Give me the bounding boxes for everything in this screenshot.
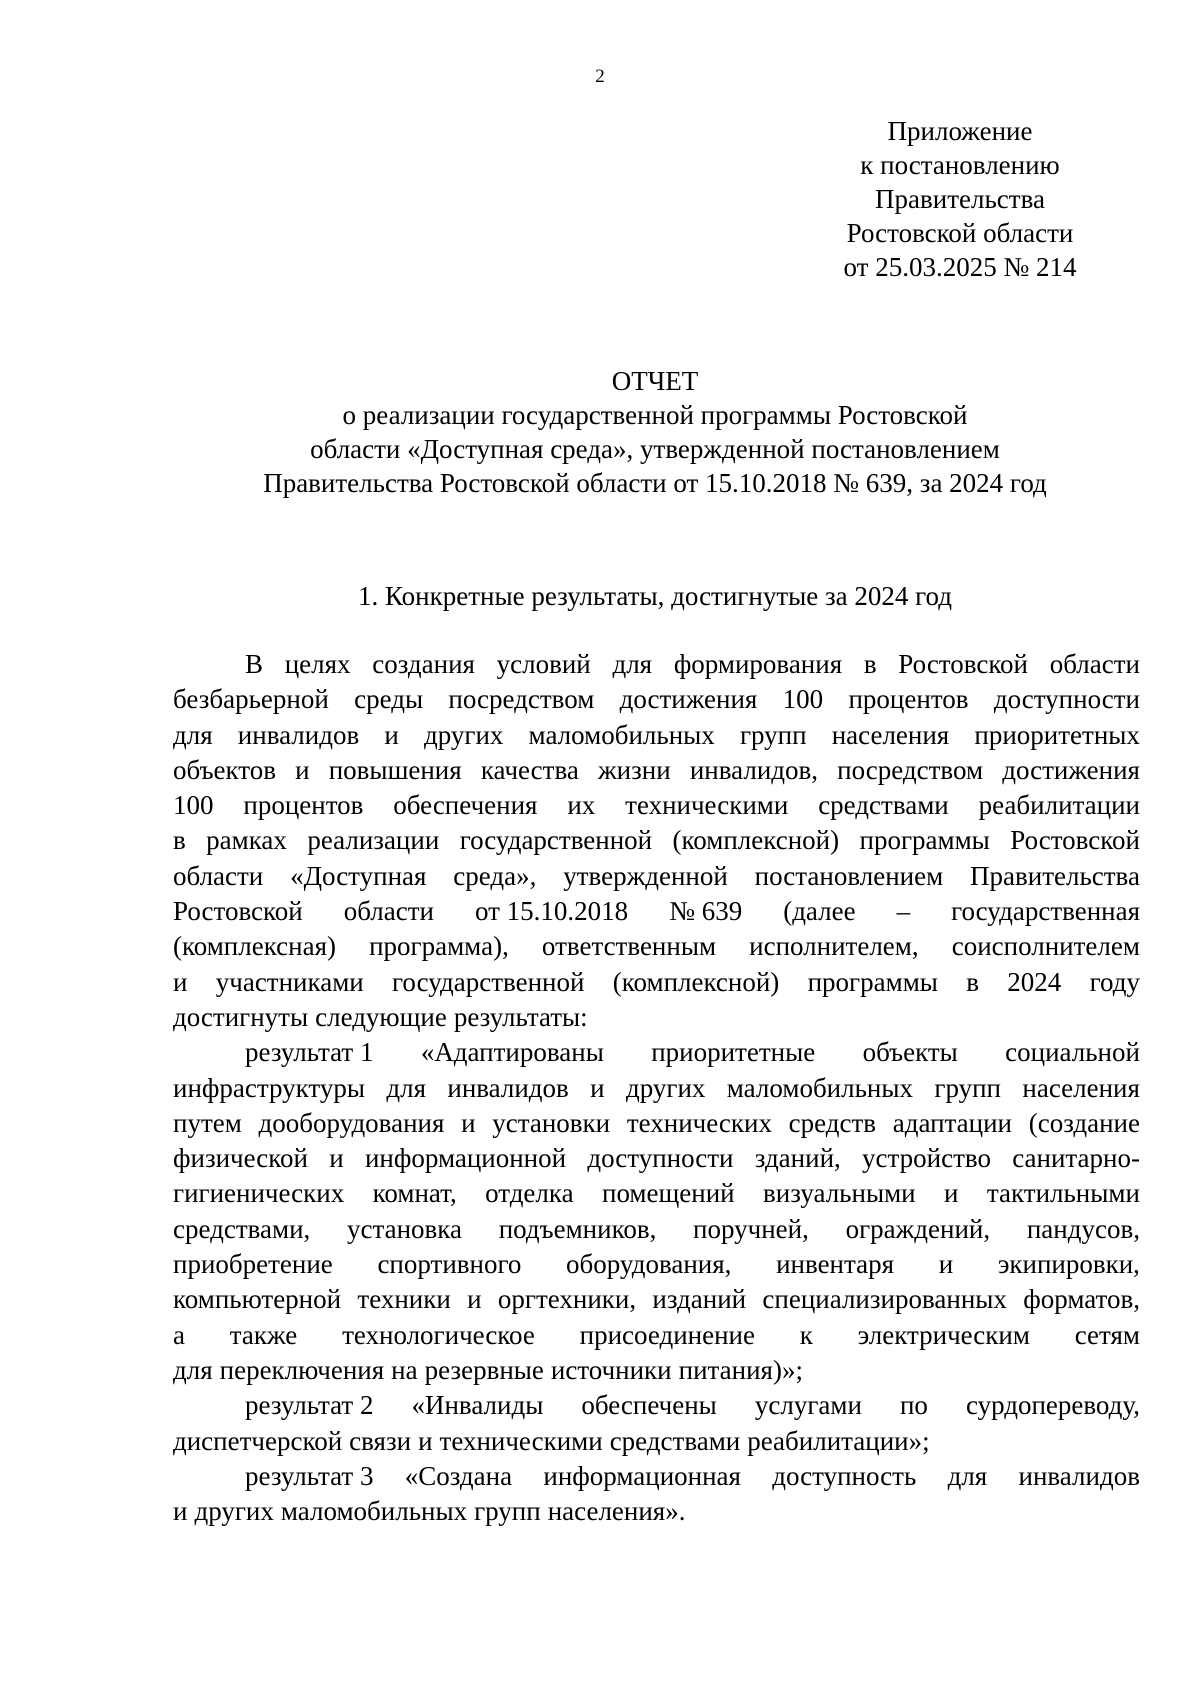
word: и	[461, 1107, 476, 1138]
word: достижения	[1002, 754, 1140, 785]
word: результат 1	[245, 1037, 374, 1068]
word: и	[467, 1284, 482, 1315]
word: реализации	[307, 825, 440, 856]
word: и	[938, 1249, 954, 1280]
word: групп	[739, 719, 807, 750]
word: результаты:	[453, 1001, 588, 1032]
word: технических	[626, 1107, 772, 1138]
word: экипировки,	[997, 1249, 1140, 1280]
word: других	[626, 1072, 706, 1103]
text-line	[173, 1424, 1140, 1459]
text-line	[173, 929, 1140, 964]
text-line	[173, 1071, 1140, 1106]
word: изданий	[652, 1284, 747, 1315]
word: доступности	[587, 1143, 734, 1174]
appendix-line: Приложение	[887, 116, 1033, 146]
word: соисполнителем	[951, 931, 1140, 962]
word: установки	[492, 1107, 611, 1138]
word: пандусов,	[1026, 1213, 1140, 1244]
text-line	[173, 753, 1140, 788]
word: достижения	[619, 684, 758, 715]
word: информационная	[543, 1460, 741, 1491]
word: групп	[934, 1072, 1002, 1103]
word: 100	[782, 684, 824, 715]
word: на	[391, 1354, 418, 1385]
word: области	[343, 896, 434, 927]
word: маломобильных	[528, 719, 715, 750]
word: для	[612, 649, 653, 679]
report-subtitle-line: области «Доступная среда», утвержденной постановлением	[310, 434, 1000, 464]
text-line	[173, 1282, 1140, 1317]
text-line	[173, 1318, 1140, 1353]
report-subtitle-line: о реализации государственной программы Ростовской	[342, 400, 968, 430]
word: Ростовской	[898, 649, 1029, 679]
word: объекты	[862, 1037, 958, 1068]
word: техническими	[439, 1425, 603, 1456]
word: а	[173, 1319, 185, 1350]
word: «Доступная	[290, 860, 427, 891]
word: сетям	[1074, 1319, 1140, 1350]
word: средствами	[818, 790, 949, 821]
word: приоритетных	[974, 719, 1140, 750]
word: питания)»;	[678, 1354, 803, 1385]
word: реабилитации	[978, 790, 1140, 821]
word: инфраструктуры	[173, 1072, 365, 1103]
word: обеспечены	[581, 1390, 717, 1421]
word: объектов	[173, 754, 276, 785]
word: инвалидов	[447, 1072, 569, 1103]
word: году	[1089, 966, 1140, 997]
word: достигнуты	[173, 1001, 309, 1032]
word: социальной	[1005, 1037, 1140, 1068]
word: создания	[372, 649, 475, 679]
appendix-line: Ростовской области	[846, 218, 1074, 248]
word: 100	[173, 790, 214, 821]
text-line	[173, 894, 1140, 929]
word: и	[173, 966, 188, 997]
text-line	[173, 1000, 1140, 1035]
word: для	[386, 1072, 426, 1103]
word: групп	[474, 1496, 541, 1527]
word: помещений	[602, 1178, 735, 1209]
word: в	[863, 649, 877, 679]
text-line	[173, 1247, 1140, 1282]
word: инвентаря	[776, 1249, 895, 1280]
word: 2024	[1007, 966, 1062, 997]
word: «Создана	[404, 1460, 513, 1491]
word: для	[173, 719, 213, 750]
word: приоритетные	[651, 1037, 816, 1068]
word: доступность	[772, 1460, 917, 1491]
word: и	[329, 1143, 344, 1174]
text-line	[173, 823, 1140, 858]
word: также	[229, 1319, 298, 1350]
word: жизни	[598, 754, 671, 785]
word: ограждений,	[845, 1213, 991, 1244]
word: оргтехники,	[497, 1284, 637, 1315]
word: результат 2	[245, 1390, 374, 1421]
word: ответственным	[541, 931, 717, 962]
word: средств	[788, 1107, 877, 1138]
word: физической	[173, 1143, 308, 1174]
word: реабилитации»;	[747, 1425, 930, 1456]
word: населения	[1022, 1072, 1140, 1103]
word: программы	[807, 966, 938, 997]
word: «Адаптированы	[420, 1037, 604, 1068]
word: диспетчерской	[173, 1425, 343, 1456]
word: спортивного	[377, 1249, 522, 1280]
word: связи	[349, 1425, 412, 1456]
word: санитарно-	[1012, 1143, 1140, 1174]
word: –	[896, 896, 911, 927]
appendix-line: от 25.03.2025 № 214	[843, 252, 1077, 282]
word: к	[799, 1319, 813, 1350]
word: приобретение	[173, 1249, 333, 1280]
word: обеспечения	[393, 790, 538, 821]
text-line	[173, 859, 1140, 894]
word: исполнителем,	[749, 931, 919, 962]
word: источники	[550, 1354, 672, 1385]
word: качества	[480, 754, 579, 785]
word: адаптации	[892, 1107, 1013, 1138]
word: условий	[496, 649, 591, 679]
word: техники	[357, 1284, 451, 1315]
word: от 15.10.2018	[474, 896, 629, 927]
word: целях	[284, 649, 351, 679]
word: электрическим	[857, 1319, 1030, 1350]
text-line	[173, 1106, 1140, 1141]
report-heading: ОТЧЕТ	[611, 366, 699, 396]
word: государственная	[951, 896, 1140, 927]
word: рамках	[206, 825, 287, 856]
word: маломобильных	[280, 1496, 468, 1527]
word: услугами	[754, 1390, 862, 1421]
word: техническими	[625, 790, 789, 821]
word: и	[295, 754, 310, 785]
word: и	[944, 1178, 959, 1209]
word: гигиенических	[173, 1178, 345, 1209]
body-text	[173, 647, 1140, 1529]
word: процентов	[848, 684, 969, 715]
word: комнат,	[372, 1178, 457, 1209]
word: сурдопереводу,	[965, 1390, 1140, 1421]
word: населения	[831, 719, 950, 750]
word: «Инвалиды	[411, 1390, 544, 1421]
word: следующие	[315, 1001, 447, 1032]
word: компьютерной	[173, 1284, 342, 1315]
word: посредством	[837, 754, 984, 785]
word: и	[384, 719, 399, 750]
word: переключения	[219, 1354, 385, 1385]
word: визуальными	[763, 1178, 916, 1209]
word: посредством	[448, 684, 595, 715]
word: средствами,	[173, 1213, 311, 1244]
word: и	[418, 1425, 433, 1456]
word: отделка	[485, 1178, 574, 1209]
word: и	[173, 1496, 188, 1527]
word: (комплексной)	[612, 966, 780, 997]
text-line	[173, 647, 1140, 682]
word: участниками	[215, 966, 364, 997]
word: по	[899, 1390, 928, 1421]
word: В	[245, 649, 264, 679]
text-line	[173, 1494, 1140, 1529]
word: государственной	[392, 966, 585, 997]
word: маломобильных	[726, 1072, 914, 1103]
text-line	[173, 1141, 1140, 1176]
word: в	[966, 966, 979, 997]
word: среда»,	[453, 860, 537, 891]
word: технологическое	[342, 1319, 535, 1350]
word: и	[590, 1072, 605, 1103]
word: поручней,	[693, 1213, 809, 1244]
word: государственной	[459, 825, 653, 856]
word: присоединение	[579, 1319, 755, 1350]
word: среды	[354, 684, 424, 715]
report-title	[170, 364, 1140, 500]
word: информационной	[364, 1143, 567, 1174]
word: устройство	[862, 1143, 991, 1174]
word: области	[1049, 649, 1140, 679]
word: установка	[347, 1213, 463, 1244]
word: подъемников,	[498, 1213, 657, 1244]
word: программа),	[369, 931, 509, 962]
text-line	[173, 1459, 1140, 1494]
word: форматов,	[1023, 1284, 1140, 1315]
word: населения».	[547, 1496, 686, 1527]
word: путем	[173, 1107, 242, 1138]
word: в	[173, 825, 186, 856]
appendix-line: Правительства	[875, 184, 1045, 214]
word: (далее	[783, 896, 856, 927]
appendix-block	[820, 114, 1100, 284]
word: безбарьерной	[173, 684, 329, 715]
word: Ростовской	[1010, 825, 1140, 856]
word: повышения	[328, 754, 462, 785]
word: специализированных	[762, 1284, 1007, 1315]
word: инвалидов	[1018, 1460, 1140, 1491]
word: средствами	[609, 1425, 741, 1456]
word: процентов	[243, 790, 364, 821]
text-line	[173, 965, 1140, 1000]
word: Ростовской	[173, 896, 303, 927]
text-line	[173, 1353, 1140, 1388]
word: инвалидов,	[689, 754, 818, 785]
word: других	[194, 1496, 274, 1527]
report-subtitle-line: Правительства Ростовской области от 15.10.2018 № 639, за 2024 год	[263, 468, 1047, 498]
word: постановлением	[754, 860, 944, 891]
word: инвалидов	[237, 719, 360, 750]
word: области	[173, 860, 264, 891]
word: резервные	[424, 1354, 544, 1385]
text-line	[173, 1388, 1140, 1423]
word: формирования	[673, 649, 843, 679]
word: № 639	[669, 896, 743, 927]
word: результат 3	[245, 1460, 374, 1491]
text-line	[173, 1035, 1140, 1070]
word: утвержденной	[563, 860, 728, 891]
text-line	[173, 1212, 1140, 1247]
text-line	[173, 788, 1140, 823]
word: (комплексная)	[173, 931, 336, 962]
text-line	[173, 682, 1140, 717]
word: других	[423, 719, 504, 750]
page-number: 2	[595, 66, 605, 87]
word: зданий,	[754, 1143, 841, 1174]
text-line	[173, 718, 1140, 753]
word: доступности	[993, 684, 1140, 715]
word: их	[567, 790, 596, 821]
word: оборудования,	[566, 1249, 732, 1280]
word: для	[947, 1460, 988, 1491]
word: Правительства	[970, 860, 1140, 891]
section-heading: 1. Конкретные результаты, достигнутые за 2024 год	[357, 581, 953, 611]
text-line	[173, 1176, 1140, 1211]
word: дооборудования	[258, 1107, 445, 1138]
word: (создание	[1028, 1107, 1140, 1138]
appendix-line: к постановлению	[860, 150, 1060, 180]
word: тактильными	[986, 1178, 1140, 1209]
word: (комплексной)	[672, 825, 840, 856]
word: для	[173, 1354, 213, 1385]
word: программы	[859, 825, 990, 856]
